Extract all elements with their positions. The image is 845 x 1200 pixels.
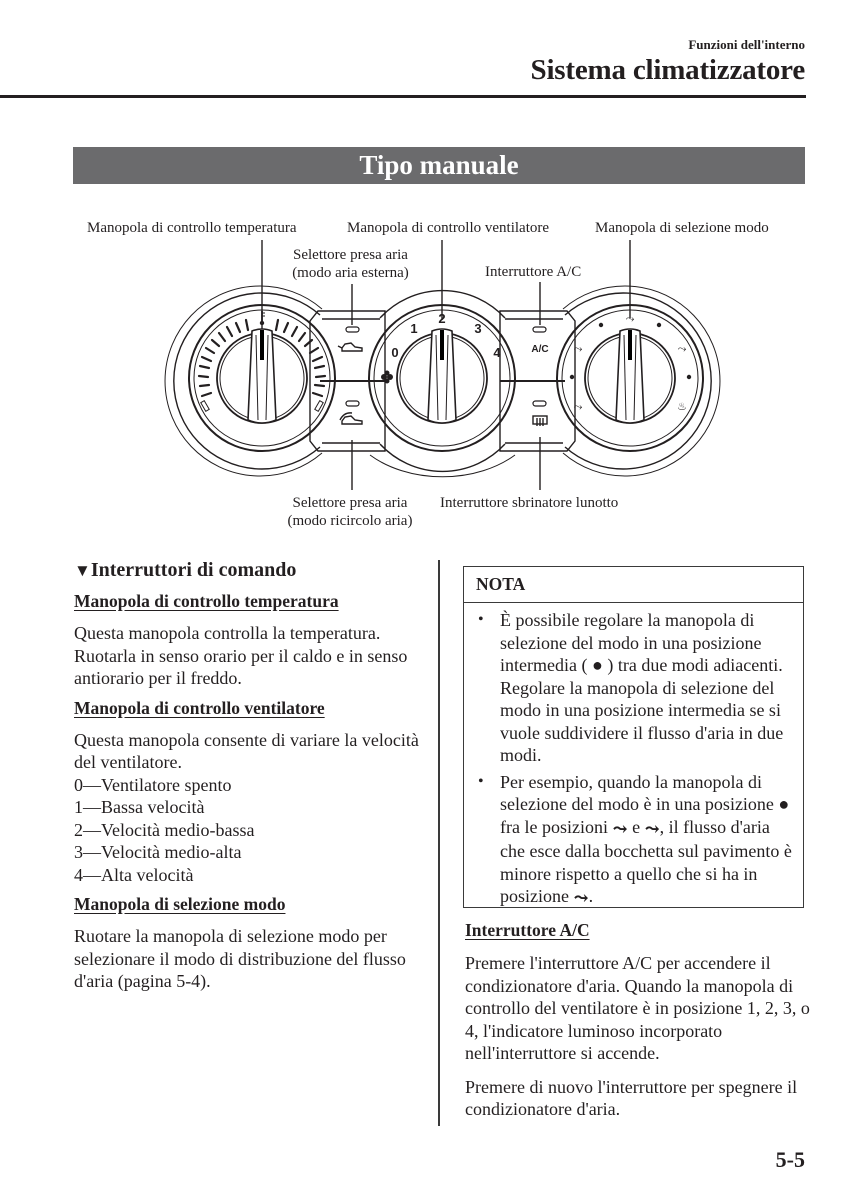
- thermometer-icon: [260, 311, 265, 325]
- fan-speed-item: 2—Velocità medio-bassa: [74, 819, 255, 840]
- floor-mode-icon: ⤳: [612, 818, 628, 839]
- fan-knob-text: Questa manopola consente di variare la velocità del ventilatore.: [74, 729, 419, 772]
- recirculation-icon: [340, 413, 362, 424]
- fresh-air-icon: [338, 343, 362, 351]
- climate-control-diagram: [0, 0, 845, 560]
- callout-ac-switch: Interruttore A/C: [485, 264, 582, 280]
- ac-text-2: Premere di nuovo l'interruttore per spegnere il condizionatore d'aria.: [465, 1076, 798, 1119]
- temp-knob-text: Questa manopola controlla la temperatura. Ruotarla in senso orario per il caldo e in senso antiorario per il freddo.: [74, 623, 408, 688]
- fan-speed-item: 4—Alta velocità: [74, 864, 194, 885]
- fan-speed-list: [74, 774, 429, 887]
- fan-speed-item: 0—Ventilatore spento: [74, 774, 232, 795]
- fan-knob-heading: Manopola di controllo ventilatore: [74, 697, 325, 718]
- bilevel-mode-icon: ⤳: [573, 888, 589, 908]
- callout-recirc: Selettore presa aria (modo ricircolo aria): [287, 495, 413, 529]
- bullet-dot-icon: ●: [591, 655, 603, 675]
- mode-floor-defrost-icon: ⤳: [677, 342, 687, 355]
- fan-speed-3: 3: [474, 321, 482, 336]
- fan-speed-0: 0: [391, 345, 399, 360]
- rear-defrost-icon: [533, 416, 547, 426]
- mode-knob-text: Ruotare la manopola di selezione modo per selezionare il modo di distribuzione del flusso d'aria (pagina 5-4).: [74, 926, 406, 991]
- mode-floor-icon: ⤳: [573, 400, 583, 413]
- page-title: Sistema climatizzatore: [530, 54, 805, 86]
- left-column: [74, 559, 429, 993]
- section-banner: Tipo manuale: [73, 147, 805, 184]
- section-heading: ▼Interruttori di comando: [74, 559, 297, 581]
- callout-temp-knob: Manopola di controllo temperatura: [87, 220, 297, 236]
- note-item: • È possibile regolare la manopola di selezione del modo in una posizione intermedia ( ● ) tra due modi adiacenti. Regolare la manopola di selezione del modo in una posizione intermedia se si vuole suddividere il flusso d'aria in due modi.: [500, 609, 795, 767]
- column-divider: [438, 560, 440, 1126]
- fan-speed-2: 2: [438, 311, 446, 326]
- page-number: 5-5: [775, 1147, 805, 1172]
- fan-speed-4: 4: [493, 345, 501, 360]
- mode-defrost-icon: ♨: [677, 400, 687, 413]
- ac-heading: Interruttore A/C: [465, 920, 590, 940]
- callout-rear-defrost: Interruttore sbrinatore lunotto: [440, 495, 619, 511]
- fan-speed-item: 1—Bassa velocità: [74, 797, 205, 817]
- mode-knob-heading: Manopola di selezione modo: [74, 894, 286, 914]
- ac-label: A/C: [531, 344, 549, 355]
- note-list: [464, 603, 803, 910]
- ac-text-1: Premere l'interruttore A/C per accendere il condizionatore d'aria. Quando la manopola di controllo del ventilatore è in posizione 1, 2, 3, o 4, l'indicatore luminoso incorporato nell'interruttore si accende.: [465, 953, 810, 1063]
- mode-face-icon: ⤳: [625, 312, 635, 325]
- callout-fan-knob: Manopola di controllo ventilatore: [347, 220, 550, 236]
- callout-fresh-air: Selettore presa aria (modo aria esterna): [292, 247, 409, 281]
- bullet-dot-icon: ●: [778, 794, 790, 814]
- fan-speed-1: 1: [410, 321, 418, 336]
- temp-knob-heading: Manopola di controllo temperatura: [74, 591, 339, 611]
- bilevel-mode-icon: ⤳: [644, 818, 660, 839]
- note-box: [463, 566, 804, 908]
- callout-mode-knob: Manopola di selezione modo: [595, 220, 769, 236]
- fan-speed-item: 3—Velocità medio-alta: [74, 842, 242, 862]
- note-item: • Per esempio, quando la manopola di selezione del modo è in una posizione ● fra le posizioni ⤳ e ⤳, il flusso d'aria che esce dalla bocchetta sul pavimento è minore rispetto a quello che si ha in posizione ⤳.: [500, 771, 795, 910]
- section-label: Funzioni dell'interno: [688, 37, 805, 52]
- mode-bilevel-icon: ⤳: [573, 342, 583, 355]
- triangle-down-icon: ▼: [74, 561, 91, 580]
- note-label: NOTA: [464, 567, 803, 603]
- ac-section: [465, 920, 810, 1121]
